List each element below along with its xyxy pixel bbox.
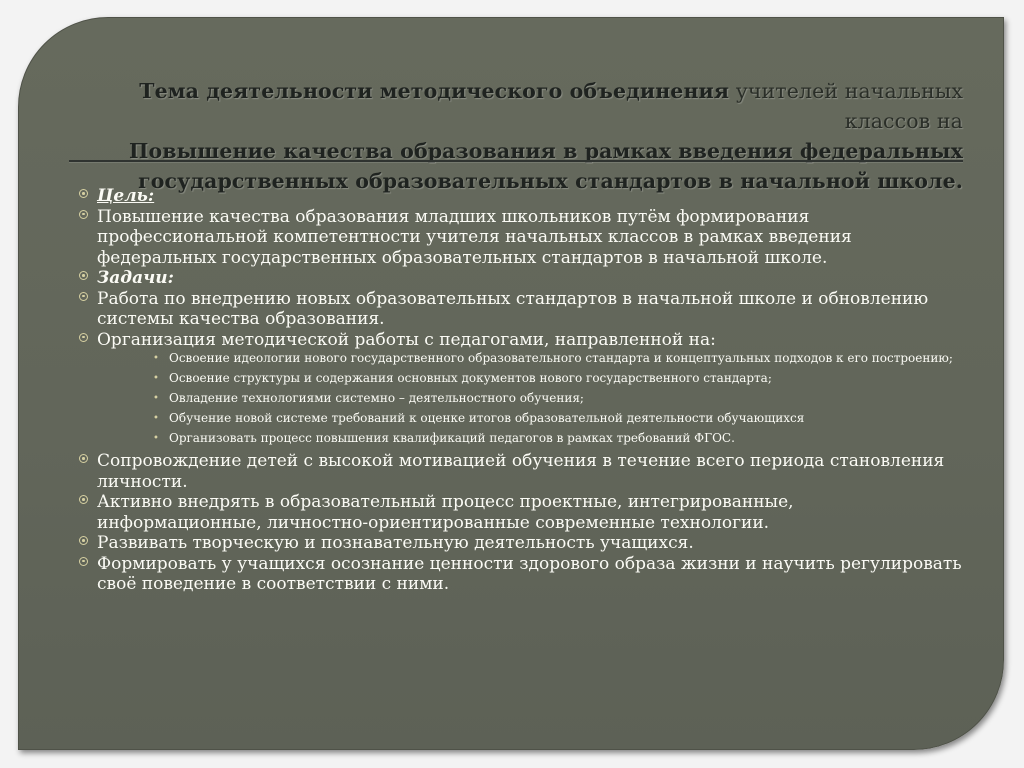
circle-bullet-icon [79, 454, 88, 463]
sublist-item-text: Овладение технологиями системно – деятельностного обучения; [169, 391, 584, 405]
list-item-task-5 [79, 533, 963, 554]
list-item-goal-label [79, 186, 963, 207]
task-5-text: Развивать творческую и познавательную деятельность учащихся. [97, 533, 694, 553]
sublist-item-text: Организовать процесс повышения квалификаций педагогов в рамках требований ФГОС. [169, 431, 735, 445]
sublist-item [153, 431, 963, 447]
sublist-item [153, 371, 963, 387]
circle-bullet-icon [79, 189, 88, 198]
dot-bullet-icon: • [153, 373, 159, 384]
sublist-item [153, 411, 963, 427]
circle-bullet-icon [79, 210, 88, 219]
list-item-task-2 [79, 330, 963, 351]
slide-title [79, 76, 963, 196]
circle-bullet-icon [79, 557, 88, 566]
tasks-label: Задачи: [97, 268, 174, 288]
dot-bullet-icon: • [153, 433, 159, 444]
sublist-item-text: Обучение новой системе требований к оценке итогов образовательной деятельности обучающихся [169, 411, 805, 425]
list-item-task-3 [79, 451, 963, 492]
circle-bullet-icon [79, 292, 88, 301]
list-item-goal-text [79, 207, 963, 269]
list-item-task-1 [79, 289, 963, 330]
task-1-text: Работа по внедрению новых образовательных стандартов в начальной школе и обновлению системы качества образования. [97, 288, 929, 329]
title-line3: государственных образовательных стандартов в начальной школе. [138, 169, 963, 193]
task-2-sublist [153, 351, 963, 447]
task-3-text: Сопровождение детей с высокой мотивацией обучения в течение всего периода становления личности. [97, 451, 945, 492]
sublist-item [153, 351, 963, 367]
list-item-tasks-label [79, 268, 963, 289]
sublist-item-text: Освоение идеологии нового государственного образовательного стандарта и концептуальных подходов к его построению; [169, 351, 953, 365]
title-line2: Повышение качества образования в рамках введения федеральных [129, 139, 963, 163]
list-item-task-6 [79, 554, 963, 595]
title-divider [69, 160, 963, 162]
slide-content [79, 186, 963, 595]
list-item-task-4 [79, 492, 963, 533]
circle-bullet-icon [79, 536, 88, 545]
task-2-text: Организация методической работы с педагогами, направленной на: [97, 329, 716, 350]
sublist-item-text: Освоение структуры и содержания основных документов нового государственного стандарта; [169, 371, 772, 385]
dot-bullet-icon: • [153, 413, 159, 424]
goal-label: Цель: [97, 186, 155, 206]
circle-bullet-icon [79, 271, 88, 280]
circle-bullet-icon [79, 495, 88, 504]
circle-bullet-icon [79, 333, 88, 342]
task-4-text: Активно внедрять в образовательный процесс проектные, интегрированные, информационные, личностно-ориентированные современные технологии. [97, 492, 794, 533]
dot-bullet-icon: • [153, 393, 159, 404]
sublist-item [153, 391, 963, 407]
title-line1-thin: учителей начальных классов на [729, 79, 963, 133]
dot-bullet-icon: • [153, 353, 159, 364]
goal-text: Повышение качества образования младших школьников путём формирования профессиональной компетентности учителя начальных классов в рамках введения федеральных государственных образовательных стандартов в начальной школе. [97, 206, 852, 268]
title-line1-bold: Тема деятельности методического объединения [139, 79, 730, 103]
task-6-text: Формировать у учащихся осознание ценности здорового образа жизни и научить регулировать своё поведение в соответствии с ними. [97, 553, 962, 594]
slide-panel [18, 17, 1004, 750]
